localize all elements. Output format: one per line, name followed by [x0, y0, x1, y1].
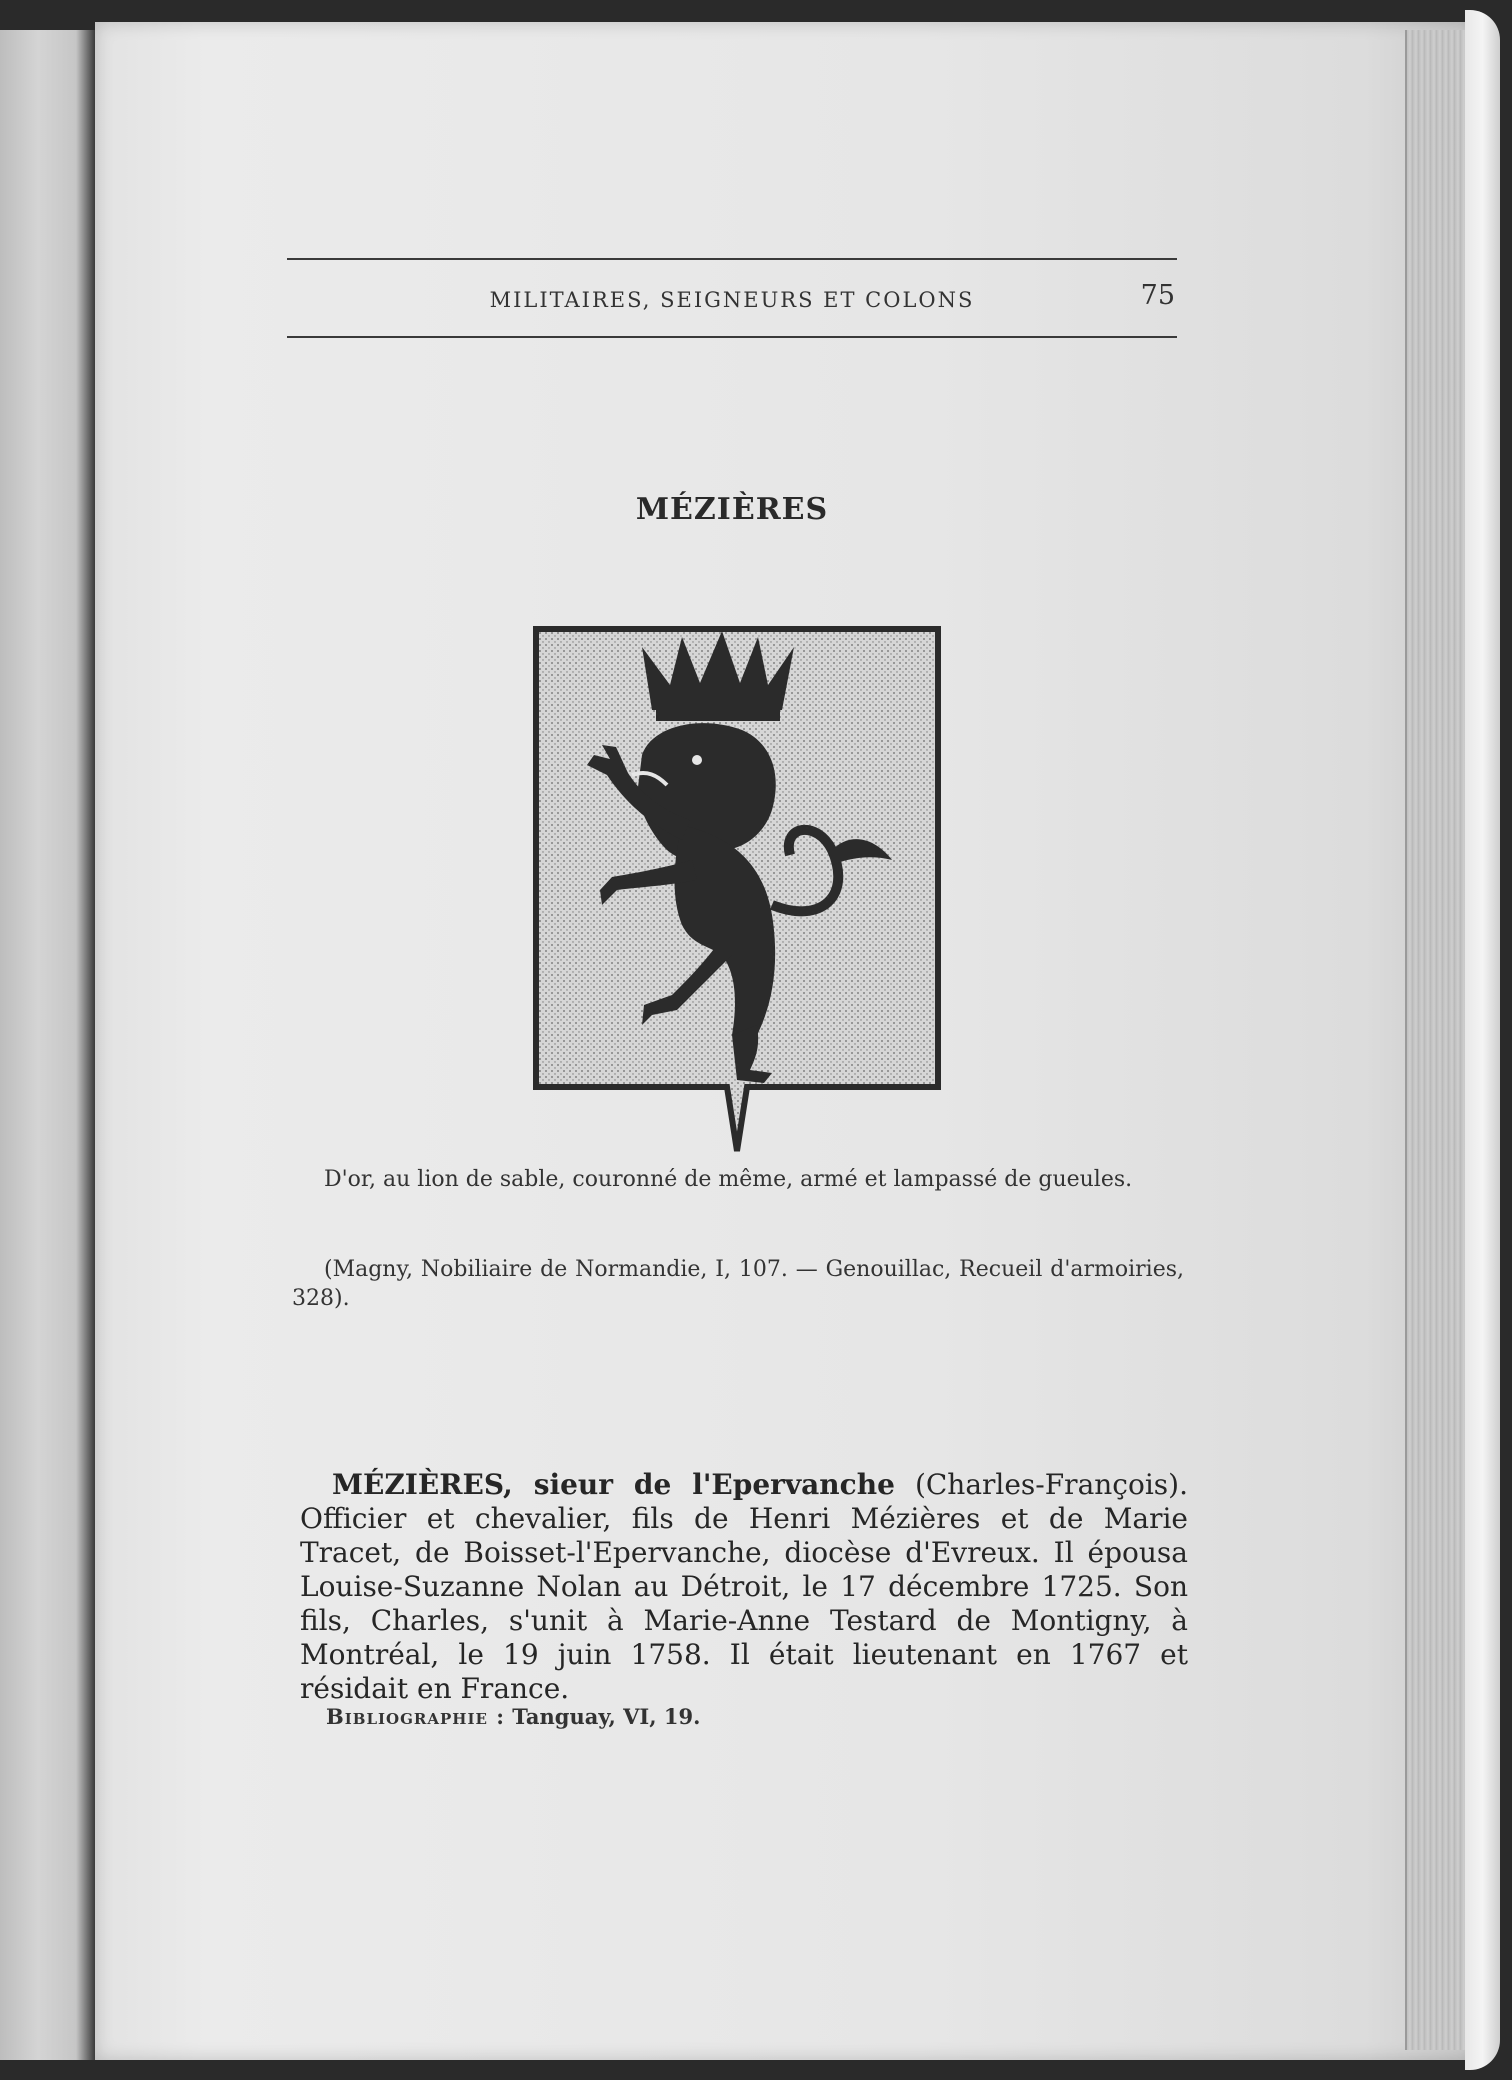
bibliography-label: Bibliographie : [326, 1704, 505, 1729]
entry-body-text: (Charles-François). Officier et chevalier, fils de Henri Mézières et de Marie Tracet, de Boisset-l'Epervanche, diocèse d'Evreux. Il épousa Louise-Suzanne Nolan au Détroit, le 17 décembre 1725. Son fils, Charles, s'unit à Marie-Anne Testard de Montigny, à Montréal, le 19 juin 1758. Il était lieutenant en 1767 et résidait en France. [300, 1468, 1188, 1705]
coat-of-arms-icon [532, 625, 942, 1155]
page-number: 75 [1140, 280, 1175, 311]
bibliography-text: Tanguay, VI, 19. [504, 1704, 701, 1729]
entry-lead: MÉZIÈRES, sieur de l'Epervanche [332, 1468, 895, 1501]
blazon-text: D'or, au lion de sable, couronné de même, armé et lampassé de gueules. [324, 1167, 1133, 1192]
bibliography [326, 1704, 700, 1729]
book-cover-edge [1465, 10, 1500, 2070]
entry-title: MÉZIÈRES [635, 492, 829, 527]
entry-body [300, 1468, 1188, 1706]
sources-citation: (Magny, Nobiliaire de Normandie, I, 107. — Genouillac, Recueil d'armoiries, 328). [292, 1257, 1184, 1311]
page-fore-edge [1405, 30, 1467, 2050]
previous-page-edge [0, 30, 95, 2060]
running-title: MILITAIRES, SEIGNEURS ET COLONS [489, 288, 975, 312]
running-header [287, 258, 1177, 338]
